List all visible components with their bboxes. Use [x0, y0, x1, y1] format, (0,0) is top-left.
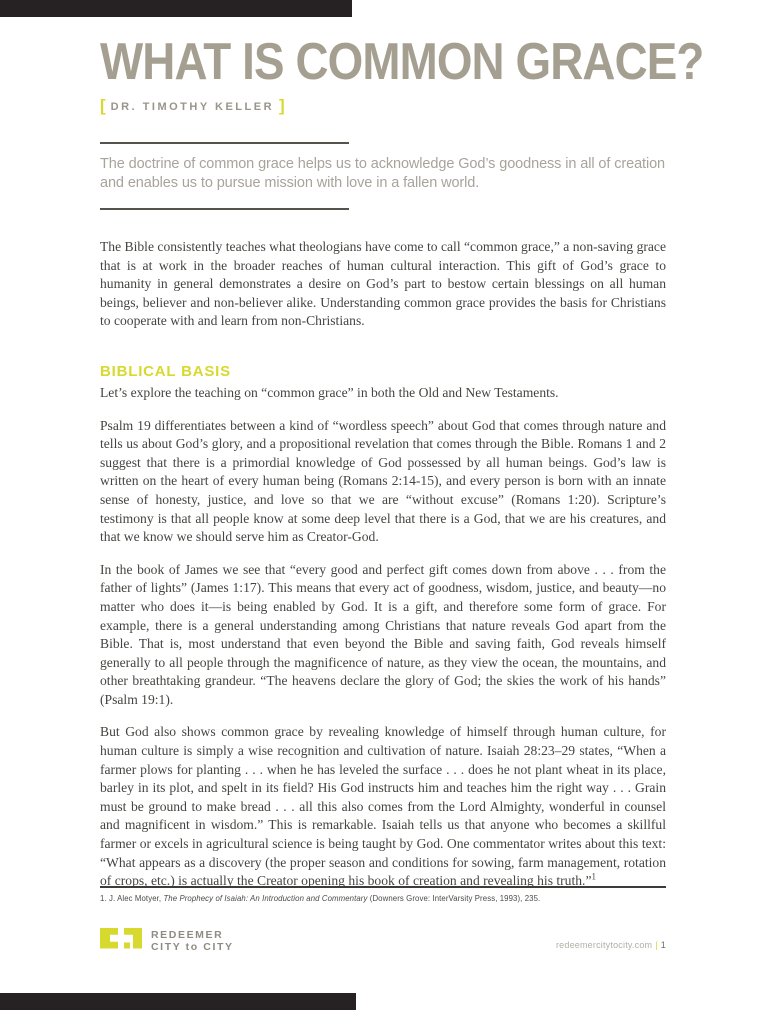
footer-separator: | — [655, 940, 658, 950]
footnote-book-title: The Prophecy of Isaiah: An Introduction and Commentary — [163, 894, 368, 903]
brand-wordmark — [151, 928, 234, 953]
body-paragraph-psalm19: Psalm 19 differentiates between a kind of “wordless speech” about God that comes through nature and tells us about God’s glory, and a propositional revelation that comes through the Bible. Romans 1 and 2 suggest that there is a primordial knowledge of God possessed by all human beings. God’s law is written on the heart of every human being (Romans 2:14-15), and every person is born with an innate sense of honesty, justice, and love so that we are “without excuse” (Romans 1:20). Scripture’s testimony is that all people know at some deep level that there is a God, that we are his creatures, and that we know we should serve him as Creator-God. — [100, 417, 666, 545]
brand-line-1: REDEEMER — [151, 929, 224, 941]
redeemer-ctc-logo-icon — [100, 928, 142, 949]
body-paragraph-james: In the book of James we see that “every good and perfect gift comes down from above . . . from the father of lights” (James 1:17). This means that every act of goodness, wisdom, justice, and beauty—no matter who does it—is being enabled by God. It is a gift, and therefore some form of grace. For example, there is a general understanding among Christians that nature reveals God apart from the Bible. That is, most understand that even beyond the Bible and saving faith, God reveals himself generally to all people through the magnificence of nature, as they view the ocean, the mountains, and other breathtaking grandeur. “The heavens declare the glory of God; the skies the work of his hands” (Psalm 19:1). — [100, 561, 666, 707]
footer-page-number: 1 — [660, 940, 666, 950]
bottom-black-bar — [0, 993, 356, 1010]
footer-site-line — [556, 940, 666, 950]
footnote-marker: 1. — [100, 894, 107, 903]
byline-close-bracket: ] — [279, 96, 285, 115]
brand-block — [100, 928, 234, 953]
footnote-publisher: (Downers Grove: InterVarsity Press, 1993), 235. — [367, 894, 541, 903]
paragraph-text: But God also shows common grace by revealing knowledge of himself through human culture, for human culture is simply a wise recognition and cultivation of nature. Isaiah 28:23–29 states, “When a farmer plows for planting . . . when he has leveled the surface . . . does he not plant wheat in its place, barley in its plot, and spelt in its field? His God instructs him and teaches him the right way . . . Grain must be ground to make bread . . . all this also comes from the Lord Almighty, wonderful in counsel and magnificent in wisdom.” This is remarkable. Isaiah tells us that anyone who becomes a skillful farmer or excels in agricultural science is being taught by God. One commentator writes about this text: “What appears as a discovery (the proper season and conditions for sowing, farm management, rotation of crops, etc.) is actually the Creator opening his book of creation and revealing his truth.” — [100, 724, 666, 889]
byline — [100, 97, 666, 117]
footnote — [100, 886, 666, 903]
deck-text: The doctrine of common grace helps us to acknowledge God’s goodness in all of creation and enables us to pursue mission with love in a fallen world. — [100, 156, 666, 191]
byline-open-bracket: [ — [100, 96, 106, 115]
brand-line-2: CITY to CITY — [151, 941, 234, 953]
page-footer — [100, 928, 666, 953]
body-paragraph-isaiah — [100, 723, 666, 890]
deck-top-rule — [100, 142, 349, 144]
page-title: WHAT IS COMMON GRACE? — [100, 33, 704, 91]
footnote-author: J. Alec Motyer, — [106, 894, 164, 903]
deck-bottom-rule — [100, 208, 349, 210]
footnote-reference-mark: 1 — [591, 871, 596, 882]
section-lead: Let’s explore the teaching on “common grace” in both the Old and New Testaments. — [100, 384, 559, 400]
footer-website: redeemercitytocity.com — [555, 940, 653, 950]
section-heading-biblical-basis: BIBLICAL BASIS — [100, 362, 231, 380]
intro-paragraph: The Bible consistently teaches what theologians have come to call “common grace,” a non-saving grace that is at work in the broader reaches of human cultural interaction. This gift of God’s grace to humanity in general demonstrates a desire on God’s part to bestow certain blessings on all human beings, believer and non-believer alike. Understanding common grace provides the basis for Christians to cooperate with and learn from non-Christians. — [100, 239, 666, 329]
author-name: DR. TIMOTHY KELLER — [110, 101, 275, 113]
page-content — [100, 0, 704, 891]
